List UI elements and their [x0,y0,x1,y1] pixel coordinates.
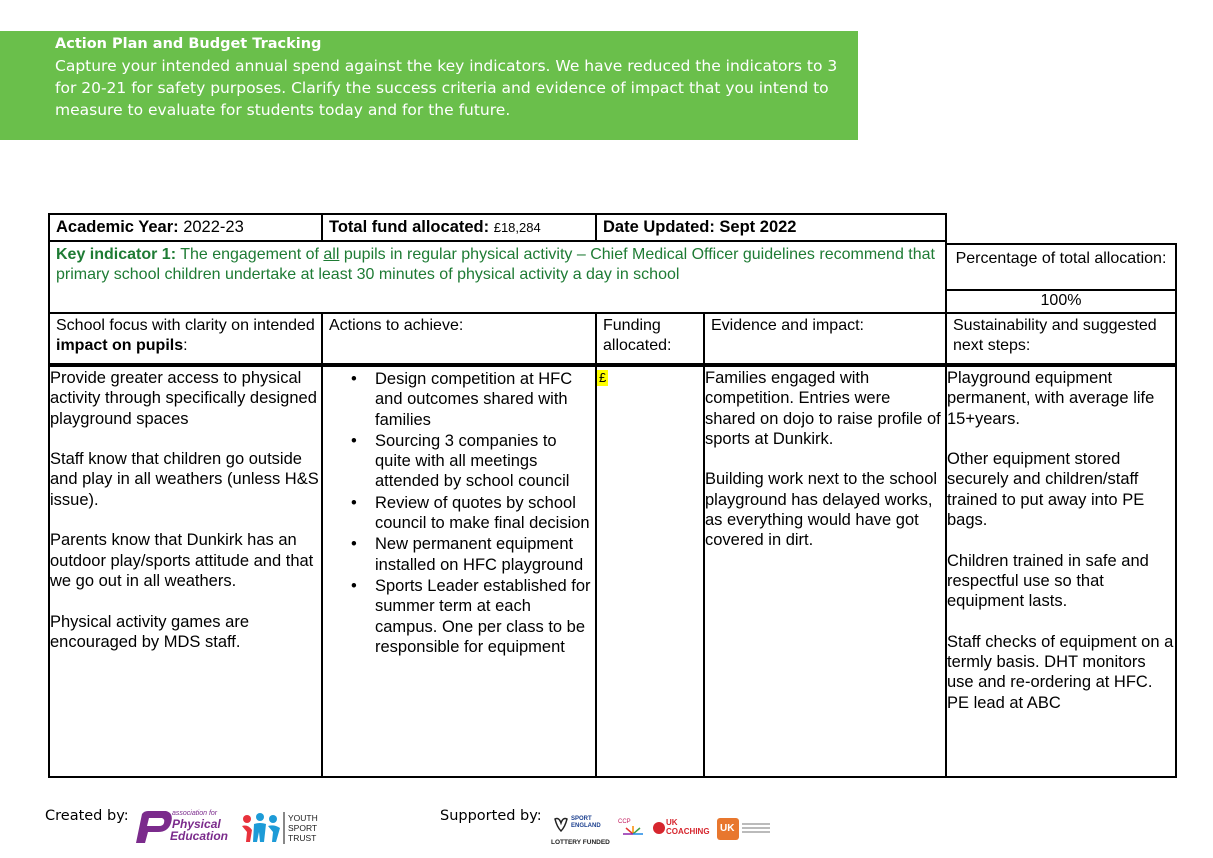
created-by-label: Created by: [45,808,129,824]
col-header-sustainability [945,312,1177,365]
ccp-logo [616,816,650,842]
funding-header-text: Funding allocated: [603,317,672,354]
total-fund-value: £18,284 [493,220,541,235]
funding-value: £ [599,370,607,385]
funding-cell [595,365,705,778]
key-indicator-cell [48,240,947,314]
supported-by-label: Supported by: [440,808,542,824]
evidence-item: Families engaged with competition. Entries were shared on dojo to raise profile of sports at Dunkirk. [705,369,941,448]
actions-header-text: Actions to achieve: [329,317,464,334]
focus-header-text: School focus with clarity on intended [56,317,315,334]
date-updated-label: Date Updated: Sept 2022 [603,218,797,236]
key-indicator-underlined: all [323,246,340,263]
sustainability-cell [945,365,1177,778]
evidence-item: Building work next to the school playground has delayed works, as everything would have got covered in dirt. [705,470,938,550]
total-fund-label: Total fund allocated: [329,218,490,236]
sustainability-item: Playground equipment permanent, with average life 15+years. [947,369,1155,428]
yst-trust: TRUST [288,833,317,843]
sport-england-line2: ENGLAND [571,823,601,829]
afpe-small-text: association for [172,810,218,817]
action-item: • Design competition at HFC and outcomes shared with families [323,369,591,430]
banner-title: Action Plan and Budget Tracking [55,36,322,52]
col-header-focus [48,312,323,365]
yst-youth: YOUTH [288,813,318,823]
action-item: • Sourcing 3 companies to quite with all meetings attended by school council [323,431,591,492]
evidence-header-text: Evidence and impact: [711,317,864,334]
sustainability-header-text: Sustainability and suggested next steps: [953,317,1157,354]
banner-body: Capture your intended annual spend against the key indicators. We have reduced the indicators to 3 for 20-21 for safety purposes. Clarify the success criteria and evidence of impact that you intend to measure to evaluate for students today and for the future. [55,57,838,119]
intro-banner [0,31,858,140]
yst-figures-icon [240,812,282,846]
ccp-text: CCP [618,819,631,825]
actions-cell [321,365,597,778]
afpe-education-text: Education [170,829,229,843]
col-header-actions [321,312,597,365]
col-header-funding [595,312,705,365]
yst-sport: SPORT [288,823,318,833]
key-indicator-label: Key indicator 1: [56,246,177,263]
action-item: • New permanent equipment installed on HFC playground [323,534,591,575]
academic-year-cell [48,213,323,242]
afpe-physical-text: Physical [172,817,221,831]
date-updated-cell [595,213,947,242]
percentage-label: Percentage of total allocation: [955,250,1167,267]
focus-item: Parents know that Dunkirk has an outdoor play/sports attitude and that we go out in all weathers. [50,531,314,590]
percentage-value: 100% [1040,292,1082,309]
afpe-logo [132,810,238,846]
sustainability-item: Staff checks of equipment on a termly basis. DHT monitors use and re-ordering at HFC. PE lead at ABC [947,632,1174,712]
uk-coaching-line1: UK [666,818,678,827]
academic-year-label: Academic Year: [56,218,179,236]
sustainability-item: Children trained in safe and respectful use so that equipment lasts. [947,551,1149,611]
percentage-label-cell [945,243,1177,291]
logo-divider [283,812,285,844]
lottery-funded-text: LOTTERY FUNDED [551,839,610,846]
evidence-cell [703,365,947,778]
uk-coaching-mark-icon [652,821,666,835]
sport-england-line1: SPORT [571,816,592,822]
total-fund-cell [321,213,597,242]
focus-header-bold: impact on pupils [56,337,184,354]
uk-coaching-logo [652,818,714,840]
action-item: • Sports Leader established for summer term at each campus. One per class to be responsible for equipment [323,576,591,657]
sport-england-logo [551,815,613,849]
focus-cell [48,365,323,778]
key-indicator-text-start: The engagement of [180,246,319,263]
uk-active-tagline [742,821,770,837]
lottery-hands-icon [551,815,571,835]
uk-active-text: UK [720,823,735,834]
focus-item: Provide greater access to physical activity through specifically designed playground spaces [50,369,317,428]
sustainability-item: Other equipment stored securely and children/staff trained to put away into PE bags. [947,450,1145,530]
yst-wordmark [288,813,318,843]
uk-coaching-line2: COACHING [666,827,710,836]
col-header-evidence [703,312,947,365]
uk-active-logo [717,818,739,840]
action-item: • Review of quotes by school council to make final decision [323,493,591,534]
actions-list [323,369,591,657]
focus-item: Staff know that children go outside and play in all weathers (unless H&S issue). [50,450,319,509]
percentage-value-cell [945,289,1177,314]
key-indicator-text-end: pupils in regular physical activity – Chief Medical Officer guidelines recommend that primary school children undertake at least 30 minutes of physical activity a day in school [56,246,935,283]
focus-header-colon: : [183,337,188,354]
academic-year-value: 2022-23 [183,218,244,236]
focus-item: Physical activity games are encouraged by MDS staff. [50,612,249,651]
